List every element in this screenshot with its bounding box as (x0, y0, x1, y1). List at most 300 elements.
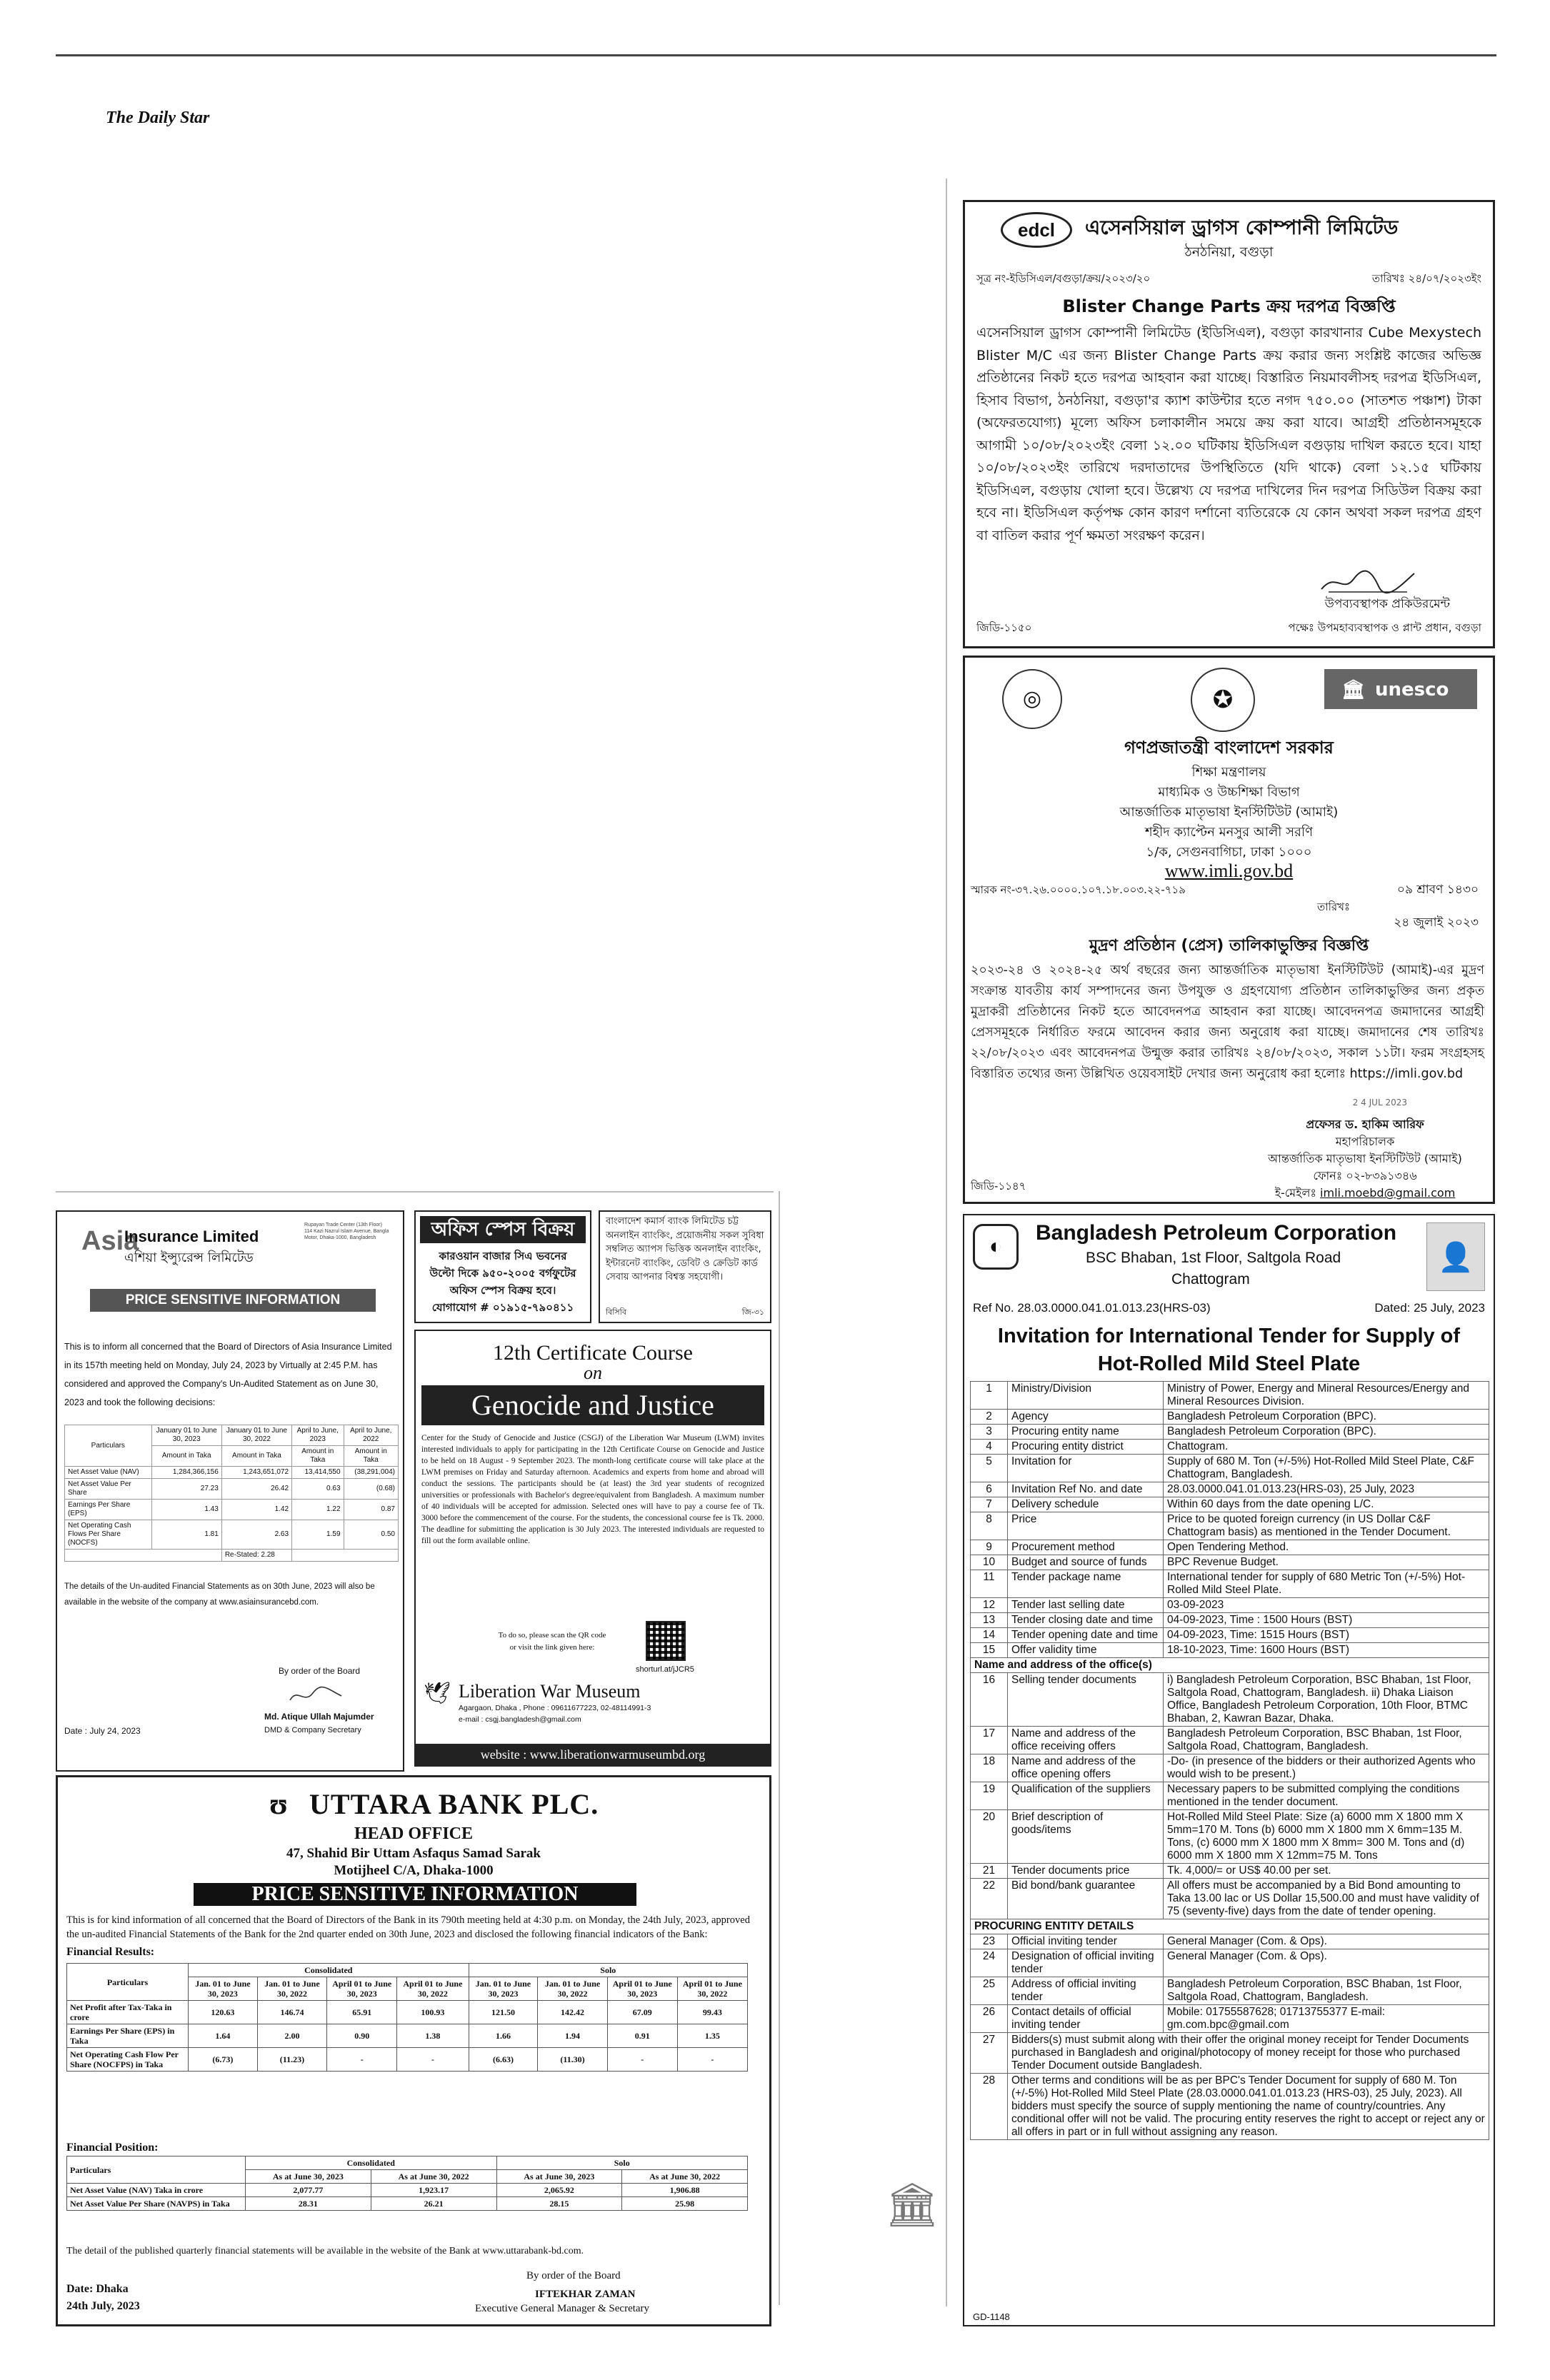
office-title: অফিস স্পেস বিক্রয় (420, 1216, 586, 1243)
column-divider (946, 179, 947, 2306)
bpc-row-key: Name and address of the office opening offers (1008, 1754, 1164, 1782)
imli-signature-block (1247, 1116, 1483, 1202)
bpc-row (971, 1864, 1489, 1879)
bpc-row-key: Invitation Ref No. and date (1008, 1482, 1164, 1497)
bpc-row (971, 1598, 1489, 1613)
bpc-row-number: 13 (971, 1613, 1008, 1628)
uttara-financial-position-label: Financial Position: (66, 2142, 159, 2154)
asia-value: 2.63 (221, 1520, 291, 1550)
bpc-row-key: Agency (1008, 1410, 1164, 1425)
bpc-row-value: Within 60 days from the date opening L/C. (1164, 1497, 1489, 1512)
asia-date: Date : July 24, 2023 (64, 1726, 141, 1736)
uttara-signer-title: Executive General Manager & Secretary (475, 2303, 650, 2314)
asia-value: 1.59 (292, 1520, 344, 1550)
bpc-row (971, 1810, 1489, 1864)
section-divider (56, 1191, 774, 1192)
lwm-qr-line-2: or visit the link given here: (509, 1643, 595, 1652)
lwm-qr-line-1: To do so, please scan the QR code (498, 1631, 606, 1640)
uttara-header-row (67, 1964, 748, 1977)
uttara-value: 142.42 (538, 2001, 607, 2024)
bpc-row (971, 1879, 1489, 1919)
bpc-row-number: 18 (971, 1754, 1008, 1782)
office-body (416, 1247, 590, 1316)
asia-row-label: Earnings Per Share (EPS) (65, 1500, 152, 1520)
bpc-row-value: All offers must be accompanied by a Bid Bond amounting to Taka 13.00 lac or US Dollar 15,500.00 and must have validity of 75 (seventy-five) days from the date of tender opening. (1164, 1879, 1489, 1919)
bpc-row-number: 12 (971, 1598, 1008, 1613)
uttara-value: 1.94 (538, 2024, 607, 2048)
bpc-row-value: Necessary papers to be submitted complying the conditions mentioned in the tender document. (1164, 1782, 1489, 1810)
edcl-ref: সূত্র নং-ইডিসিএল/বগুড়া/ক্রয়/২০২৩/২০ (976, 272, 1151, 285)
uttara-fp-consolidated: Consolidated (246, 2156, 497, 2170)
asia-signer-title: DMD & Company Secretary (264, 1726, 361, 1734)
bpc-row (971, 1643, 1489, 1658)
bpc-row-number: 21 (971, 1864, 1008, 1879)
uttara-fp-header-row (67, 2156, 748, 2170)
uttara-header-consolidated: Consolidated (189, 1964, 469, 1977)
uttara-fp-label: Net Asset Value Per Share (NAVPS) in Taka (67, 2197, 246, 2211)
bpc-row-value: International tender for supply of 680 Metric Ton (+/-5%) Hot-Rolled Mild Steel Plate. (1164, 1570, 1489, 1598)
bpc-row (971, 1949, 1489, 1977)
bpc-ref: Ref No. 28.03.0000.041.01.013.23(HRS-03) (973, 1301, 1211, 1315)
bpc-row-key: Delivery schedule (1008, 1497, 1164, 1512)
bpc-row-key: Name and address of the office receiving offers (1008, 1727, 1164, 1754)
edcl-title: Blister Change Parts ক্রয় দরপত্র বিজ্ঞপ্তি (1062, 296, 1396, 316)
asia-header-particulars: Particulars (65, 1425, 152, 1467)
asia-value: 13,414,550 (292, 1467, 344, 1479)
uttara-bank-ad (56, 1775, 771, 2326)
gov-seal-icon: ✪ (1191, 668, 1255, 732)
bpc-row (971, 1482, 1489, 1497)
imli-title: মুদ্রণ প্রতিষ্ঠান (প্রেস) তালিকাভুক্তির বিজ্ঞপ্তি (1089, 937, 1369, 955)
lwm-qr-text (491, 1630, 613, 1654)
bpc-row-number: 10 (971, 1555, 1008, 1570)
asia-value: 26.42 (221, 1479, 291, 1500)
lwm-contact (459, 1702, 651, 1725)
imli-date-bangla: ০৯ শ্রাবণ ১৪৩০ (1396, 883, 1479, 897)
uttara-header-period: April 01 to June 30, 2022 (677, 1977, 747, 2001)
bpc-row (971, 1382, 1489, 1410)
bpc-row-key: Official inviting tender (1008, 1934, 1164, 1949)
bpc-row (971, 1425, 1489, 1440)
imli-line-3: আন্তর্জাতিক মাতৃভাষা ইনস্টিটিউট (আমাই) (1119, 805, 1339, 820)
bpc-row-value: Tk. 4,000/= or US$ 40.00 per set. (1164, 1864, 1489, 1879)
bpc-row-value: 28.03.0000.041.01.013.23(HRS-03), 25 July, 2023 (1164, 1482, 1489, 1497)
imli-logo-icon: ◎ (1002, 669, 1062, 729)
office-line-1: কারওয়ান বাজার সিএ ভবনের (439, 1250, 567, 1262)
imli-body: ২০২৩-২৪ ও ২০২৪-২৫ অর্থ বছরের জন্য আন্তর্জাতিক মাতৃভাষা ইনস্টিটিউট (আমাই)-এর মুদ্রণ সংক্রান্ত যাবতীয় কার্য সম্পাদনের জন্য উপযুক্ত ও গ্রহণযোগ্য প্রতিষ্ঠান তালিকাভুক্তির জন্য প্রকৃত মুদ্রাকরী প্রতিষ্ঠানের নিকট হতে আবেদনপত্র আহবান করা যাচ্ছে। আবেদনপত্র জমাদানের আগ্রহী প্রেসসমূহকে নির্ধারিত ফরমে আবেদন করার জন্য অনুরোধ করা যাচ্ছে। জমাদানের শেষ তারিখঃ ২২/০৮/২০২৩ এবং আবেদনপত্র উন্মুক্ত করার তারিখঃ ২৪/০৮/২০২৩, সকাল ১১টা। ফরম সংগ্রহসহ বিস্তারিত তথ্যের জন্য উল্লিখিত ওয়েবসাইট দেখার জন্য অনুরোধ করা হলোঃ https://imli.gov.bd (971, 963, 1484, 1081)
uttara-value: - (397, 2048, 469, 2072)
lwm-course-title: 12th Certificate Course (493, 1341, 693, 1365)
bpc-row-key: Invitation for (1008, 1455, 1164, 1482)
edcl-signatory: উপব্যবস্থাপক প্রকিউরমেন্ট (1324, 597, 1450, 611)
asia-data-row (65, 1479, 399, 1500)
asia-signer: Md. Atique Ullah Majumder (264, 1712, 374, 1722)
asia-value: 0.87 (344, 1500, 398, 1520)
edcl-code: জিডি-১১৫০ (976, 621, 1032, 634)
bpc-section-row (971, 1658, 1489, 1673)
bpc-row-value: Price to be quoted foreign currency (in US Dollar C&F Chattogram basis) as mentioned in the Tender Document. (1164, 1512, 1489, 1540)
asia-unit: Amount in Taka (221, 1446, 291, 1467)
bpc-row-value: General Manager (Com. & Ops). (1164, 1949, 1489, 1977)
bpc-row (971, 1727, 1489, 1754)
asia-header-period: April to June, 2023 (292, 1425, 344, 1446)
bpc-row (971, 1540, 1489, 1555)
imli-email[interactable]: imli.moebd@gmail.com (1320, 1186, 1456, 1200)
bpc-section-title: PROCURING ENTITY DETAILS (971, 1919, 1489, 1934)
imli-line-4: শহীদ ক্যাপ্টেন মনসুর আলী সরণি (1145, 825, 1313, 840)
uttara-head-office: HEAD OFFICE (354, 1824, 473, 1843)
imli-gov: গণপ্রজাতন্ত্রী বাংলাদেশ সরকার (1124, 738, 1334, 758)
bpc-row (971, 1512, 1489, 1540)
bpc-row (971, 1455, 1489, 1482)
imli-signer-org: আন্তর্জাতিক মাতৃভাষা ইনস্টিটিউট (আমাই) (1268, 1152, 1462, 1165)
uttara-header-solo: Solo (469, 1964, 747, 1977)
bpc-row-value: Ministry of Power, Energy and Mineral Resources/Energy and Mineral Resources Division. (1164, 1382, 1489, 1410)
bpc-address-2: Chattogram (1171, 1271, 1250, 1287)
imli-memo-no: স্মারক নং-৩৭.২৬.০০০০.১০৭.১৮.০০৩.২২-৭১৯ (971, 883, 1186, 896)
asia-insurance-ad (56, 1210, 404, 1772)
uttara-fp-value: 26.21 (371, 2197, 496, 2211)
bpc-row-key: Brief description of goods/items (1008, 1810, 1164, 1864)
bpc-date: Dated: 25 July, 2023 (1374, 1301, 1485, 1315)
uttara-header-particulars: Particulars (67, 1964, 189, 2001)
bpc-row (971, 1782, 1489, 1810)
office-space-ad (414, 1210, 591, 1323)
asia-value: 1.22 (292, 1500, 344, 1520)
bcb-ad (599, 1210, 771, 1323)
edcl-tender-ad (963, 200, 1495, 648)
bpc-row (971, 1570, 1489, 1598)
edcl-behalf: পক্ষেঃ উপমহাব্যবস্থাপক ও প্লান্ট প্রধান, বগুড়া (1288, 621, 1481, 634)
bpc-row-value: Bangladesh Petroleum Corporation, BSC Bhaban, 1st Floor, Saltgola Road, Chattogram, Bangladesh. (1164, 1977, 1489, 2005)
lwm-website[interactable]: website : www.liberationwarmuseumbd.org (416, 1744, 770, 1765)
edcl-signature (1314, 565, 1421, 596)
bpc-row-key: Offer validity time (1008, 1643, 1164, 1658)
bpc-row-number: 25 (971, 1977, 1008, 2005)
asia-value: 1,284,366,156 (151, 1467, 221, 1479)
imli-code: জিডি-১১৪৭ (971, 1180, 1026, 1192)
building-emblem-icon: 🏛 (884, 2181, 940, 2229)
uttara-detail: The detail of the published quarterly financial statements will be available in the website of the Bank at www.uttarabank-bd.com. (66, 2246, 584, 2256)
asia-psi-banner: PRICE SENSITIVE INFORMATION (90, 1289, 376, 1312)
imli-stamp: 2 4 JUL 2023 (1352, 1098, 1407, 1108)
uttara-fp-value: 1,906.88 (622, 2184, 748, 2197)
bpc-row-value: Bangladesh Petroleum Corporation (BPC). (1164, 1425, 1489, 1440)
bpc-row-number: 26 (971, 2005, 1008, 2033)
lwm-short-link[interactable]: shorturl.at/jJCR5 (636, 1665, 694, 1674)
asia-header-row (65, 1425, 399, 1446)
uttara-date-place: Date: Dhaka (66, 2283, 129, 2295)
uttara-position-table (66, 2156, 748, 2211)
uttara-value: 121.50 (469, 2001, 538, 2024)
bpc-row (971, 1440, 1489, 1455)
bpc-row-number: 20 (971, 1810, 1008, 1864)
asia-data-row (65, 1500, 399, 1520)
bpc-row-number: 11 (971, 1570, 1008, 1598)
bpc-row-number: 24 (971, 1949, 1008, 1977)
uttara-value: 99.43 (677, 2001, 747, 2024)
bpc-row-key: Tender documents price (1008, 1864, 1164, 1879)
bpc-row (971, 1497, 1489, 1512)
portrait-icon: 👤 (1426, 1222, 1485, 1291)
asia-value: (38,291,004) (344, 1467, 398, 1479)
bpc-row-value: Open Tendering Method. (1164, 1540, 1489, 1555)
asia-data-row (65, 1520, 399, 1550)
imli-phone: ফোনঃ ০২-৮৩৯১৩৪৬ (1313, 1169, 1417, 1183)
bpc-row-value: Bidders(s) must submit along with their offer the original money receipt for Tender Documents purchased in Bangladesh and original/photocopy of money receipt for those who purchased Tender Document outside Bangladesh. (1008, 2033, 1489, 2074)
bpc-title-line-1: Invitation for International Tender for Supply of (997, 1325, 1461, 1347)
office-line-3: অফিস স্পেস বিক্রয় হবে। (449, 1284, 556, 1297)
office-line-2: উল্টো দিকে ৯৫০-২০০৫ বর্গফুটের (429, 1267, 576, 1280)
uttara-value: - (327, 2048, 397, 2072)
edcl-address: ঠনঠনিয়া, বগুড়া (1184, 244, 1274, 260)
asia-data-row (65, 1467, 399, 1479)
bpc-row (971, 2033, 1489, 2074)
bpc-logo-icon: ◐ (973, 1224, 1019, 1270)
asia-value: 0.50 (344, 1520, 398, 1550)
asia-value: 0.63 (292, 1479, 344, 1500)
bpc-row-key: Selling tender documents (1008, 1673, 1164, 1727)
asia-header-period: April to June, 2022 (344, 1425, 398, 1446)
bpc-row-number: 17 (971, 1727, 1008, 1754)
uttara-value: (6.63) (469, 2048, 538, 2072)
asia-name: Insurance Limited (124, 1227, 259, 1245)
bpc-row-number: 1 (971, 1382, 1008, 1410)
bpc-row-value: Bangladesh Petroleum Corporation (BPC). (1164, 1410, 1489, 1425)
office-contact: যোগাযোগ # ০১৯১৫-৭৯০৪১১ (431, 1301, 574, 1314)
bcb-brand: বিসিবি (606, 1307, 626, 1317)
bpc-section-row (971, 1919, 1489, 1934)
uttara-fp-label: Net Asset Value (NAV) Taka in crore (67, 2184, 246, 2197)
asia-name-bn: এশিয়া ইন্স্যুরেন্স লিমিটেড (124, 1250, 254, 1265)
edcl-body: এসেনসিয়াল ড্রাগস কোম্পানী লিমিটেড (ইডিসিএল), বগুড়া কারখানার Cube Mexystech Blister M/C এর জন্য Blister Change Parts ক্রয় করার জন্য সংশ্লিষ্ট কাজের অভিজ্ঞ প্রতিষ্ঠানের নিকট হতে দরপত্র আহবান করা যাচ্ছে। বিস্তারিত নিয়মাবলীসহ দরপত্র ইডিসিএল, হিসাব বিভাগ, ঠনঠনিয়া, বগুড়া'র ক্যাশ কাউন্টার হতে নগদ ৭৫০.০০ (সাতশত পঞ্চাশ) টাকা (অফেরতযোগ্য) মূল্যে অফিস চলাকালীন সময়ে ক্রয় করা যাবে। আগ্রহী প্রতিষ্ঠানসমূহকে আগামী ১০/০৮/২০২৩ইং বেলা ১২.০০ ঘটিকায় ইডিসিএল বগুড়ায় দাখিল করতে হবে। যাহা ১০/০৮/২০২৩ইং তারিখে দরদাতাদের উপস্থিতিতে (যদি থাকে) বেলা ১২.১৫ ঘটিকায় ইডিসিএল, বগুড়ায় খোলা হবে। উল্লেখ্য যে দরপত্র দাখিলের দিন দরপত্র সিডিউল বিক্রয় করা হবে না। ইডিসিএল কর্তৃপক্ষ কোন কারণ দর্শানো ব্যতিরেকে যে কোন অথবা সকল দরপত্র গ্রহণ বা বাতিল করার পূর্ণ ক্ষমতা সংরক্ষণ করেন। (976, 325, 1481, 543)
imli-date: ২৪ জুলাই ২০২৩ (1394, 915, 1479, 930)
uttara-value: (11.30) (538, 2048, 607, 2072)
asia-detail: The details of the Un-audited Financial Statements as on 30th June, 2023 will also be available in the website of the company at www.asiainsurancebd.com. (64, 1582, 375, 1607)
bpc-row-number: 9 (971, 1540, 1008, 1555)
bpc-row-value: 18-10-2023, Time: 1600 Hours (BST) (1164, 1643, 1489, 1658)
uttara-results-table (66, 1963, 748, 2072)
uttara-header-period: Jan. 01 to June 30, 2023 (189, 1977, 258, 2001)
bpc-code: GD-1148 (973, 2311, 1010, 2322)
bpc-row (971, 1555, 1489, 1570)
lwm-course-subject: Genocide and Justice (421, 1385, 764, 1425)
uttara-value: - (607, 2048, 677, 2072)
bcb-code: জি-৩১ (741, 1307, 764, 1317)
asia-note-row (65, 1550, 399, 1562)
uttara-header-period: Jan. 01 to June 30, 2022 (257, 1977, 326, 2001)
asia-value: 1,243,651,072 (221, 1467, 291, 1479)
bpc-row (971, 1628, 1489, 1643)
bpc-row-value: -Do- (in presence of the bidders or their authorized Agents who would wish to be present.) (1164, 1754, 1489, 1782)
uttara-value: 67.09 (607, 2001, 677, 2024)
edcl-date: তারিখঃ ২৪/০৭/২০২৩ইং (1371, 272, 1481, 285)
bpc-row-key: Designation of official inviting tender (1008, 1949, 1164, 1977)
uttara-header-period: Jan. 01 to June 30, 2022 (538, 1977, 607, 2001)
asia-signature (287, 1684, 344, 1706)
lwm-logo-icon: 🕊 (423, 1682, 451, 1705)
bpc-section-title: Name and address of the office(s) (971, 1658, 1489, 1673)
imli-line-2: মাধ্যমিক ও উচ্চশিক্ষা বিভাগ (1158, 785, 1300, 800)
uttara-by-order: By order of the Board (526, 2270, 621, 2281)
uttara-value: 0.90 (327, 2024, 397, 2048)
bpc-row-key: Qualification of the suppliers (1008, 1782, 1164, 1810)
bpc-row-number: 15 (971, 1643, 1008, 1658)
uttara-logo-icon: ʊ (269, 1788, 288, 1821)
uttara-header-period: April 01 to June 30, 2022 (397, 1977, 469, 2001)
bpc-row-key: Bid bond/bank guarantee (1008, 1879, 1164, 1919)
bpc-row-number: 16 (971, 1673, 1008, 1727)
bpc-row-value: Mobile: 01755587628; 01713755377 E-mail: gm.com.bpc@gmail.com (1164, 2005, 1489, 2033)
bpc-row-key: Budget and source of funds (1008, 1555, 1164, 1570)
uttara-fp-value: 1,923.17 (371, 2184, 496, 2197)
uttara-header-period: April 01 to June 30, 2023 (327, 1977, 397, 2001)
uttara-fp-period: As at June 30, 2023 (246, 2170, 371, 2184)
uttara-fp-data-row (67, 2197, 748, 2211)
bpc-row (971, 2005, 1489, 2033)
bpc-row-value: 04-09-2023, Time: 1515 Hours (BST) (1164, 1628, 1489, 1643)
bpc-name: Bangladesh Petroleum Corporation (1036, 1221, 1397, 1245)
bpc-row-number: 23 (971, 1934, 1008, 1949)
imli-line-5: ১/ক, সেগুনবাগিচা, ঢাকা ১০০০ (1146, 845, 1312, 860)
bpc-row-key: Tender last selling date (1008, 1598, 1164, 1613)
asia-value: 27.23 (151, 1479, 221, 1500)
bpc-row (971, 2074, 1489, 2140)
asia-table (64, 1425, 399, 1562)
uttara-date: 24th July, 2023 (66, 2300, 140, 2312)
bpc-row-number: 27 (971, 2033, 1008, 2074)
bpc-row-value: Chattogram. (1164, 1440, 1489, 1455)
uttara-data-row (67, 2048, 748, 2072)
lwm-name: Liberation War Museum (459, 1681, 641, 1702)
uttara-signer: IFTEKHAR ZAMAN (535, 2289, 636, 2300)
lwm-course-ad (414, 1330, 771, 1767)
uttara-fp-solo: Solo (496, 2156, 748, 2170)
lwm-course-on: on (584, 1362, 602, 1383)
uttara-value: 1.35 (677, 2024, 747, 2048)
imli-line-1: শিক্ষা মন্ত্রণালয় (1191, 765, 1266, 780)
uttara-value: (6.73) (189, 2048, 258, 2072)
bpc-row-value: Bangladesh Petroleum Corporation, BSC Bhaban, 1st Floor, Saltgola Road, Chattogram, Bangladesh. (1164, 1727, 1489, 1754)
bpc-row (971, 1673, 1489, 1727)
asia-unit: Amount in Taka (344, 1446, 398, 1467)
bpc-title (964, 1322, 1494, 1378)
uttara-fp-period: As at June 30, 2022 (622, 2170, 748, 2184)
bpc-row-key: Tender package name (1008, 1570, 1164, 1598)
uttara-value: 0.91 (607, 2024, 677, 2048)
uttara-financial-results-label: Financial Results: (66, 1946, 155, 1958)
asia-by-order: By order of the Board (279, 1666, 361, 1676)
bpc-row-value: i) Bangladesh Petroleum Corporation, BSC Bhaban, 1st Floor, Saltgola Road, Chattogram, Bangladesh. ii) Dhaka Liaison Office, Bangladesh Petroleum Corporation, 10th Floor, BTMC Bhaban, 2, Kawran Bazar, Dhaka. (1164, 1673, 1489, 1727)
asia-row-label: Net Asset Value Per Share (65, 1479, 152, 1500)
asia-value: 1.43 (151, 1500, 221, 1520)
bpc-title-line-2: Hot-Rolled Mild Steel Plate (1097, 1352, 1361, 1375)
bpc-row-number: 6 (971, 1482, 1008, 1497)
uttara-header-period: Jan. 01 to June 30, 2023 (469, 1977, 538, 2001)
bpc-row-number: 28 (971, 2074, 1008, 2140)
bpc-row-value: 04-09-2023, Time : 1500 Hours (BST) (1164, 1613, 1489, 1628)
bpc-row (971, 1754, 1489, 1782)
bpc-row-key: Price (1008, 1512, 1164, 1540)
uttara-row-label: Earnings Per Share (EPS) in Taka (67, 2024, 189, 2048)
unesco-temple-icon: 🏛 (1341, 679, 1366, 701)
lwm-email[interactable]: e-mail : csgj.bangladesh@gmail.com (459, 1715, 581, 1724)
bpc-row-key: Tender closing date and time (1008, 1613, 1164, 1628)
uttara-name: UTTARA BANK PLC. (309, 1788, 599, 1820)
bpc-row-key: Ministry/Division (1008, 1382, 1164, 1410)
uttara-data-row (67, 2001, 748, 2024)
uttara-address-1: 47, Shahid Bir Uttam Asfaqus Samad Sarak (286, 1846, 541, 1861)
bpc-row-number: 8 (971, 1512, 1008, 1540)
uttara-row-label: Net Profit after Tax-Taka in crore (67, 2001, 189, 2024)
edcl-logo: edcl (1001, 212, 1072, 248)
uttara-value: 1.38 (397, 2024, 469, 2048)
uttara-fp-value: 25.98 (622, 2197, 748, 2211)
bpc-row-value: Hot-Rolled Mild Steel Plate: Size (a) 6000 mm X 1800 mm X 5mm=170 M. Tons (b) 6000 mm X 1800 mm X 6mm=135 M. Tons, (c) 6000 mm X 1800 mm X 8mm= 300 M. Tons and (d) 6000 mm X 1800 mm X 12mm=75 M. Tons (1164, 1810, 1489, 1864)
imli-notice (963, 656, 1495, 1204)
bpc-row-value: Other terms and conditions will be as per BPC's Tender Document for supply of 680 M. Ton (+/-5%) Hot-Rolled Mild Steel Plate (28.03.0000.041.01.013.23 (HRS-03), 25 July, 2023). All bidders must specify the source of supply mentioning the name of country/countries. Any conditional offer will not be valid. The procuring entity reserves the right to accept or reject any or all offers in part or in full without assigning any reason. (1008, 2074, 1489, 2140)
bpc-row-number: 7 (971, 1497, 1008, 1512)
uttara-fp-particulars: Particulars (67, 2156, 246, 2184)
imli-signer: প্রফেসর ড. হাকিম আরিফ (1306, 1118, 1424, 1131)
bpc-row (971, 1613, 1489, 1628)
bpc-row-number: 3 (971, 1425, 1008, 1440)
asia-restated-note: Re-Stated: 2.28 (221, 1550, 291, 1562)
column-divider-right (779, 1191, 780, 2305)
qr-code-icon[interactable] (646, 1621, 686, 1661)
lwm-body: Center for the Study of Genocide and Justice (CSGJ) of the Liberation War Museum (LWM) invites interested individuals to apply for participating in the 12th Certificate Course on Genocide and Justice to be held on 18 August - 9 September 2023. The month-long certificate course will take place at the LWM premises on Friday and Saturday afternoon. Academics and experts from home and abroad will conduct the sessions. The participants should be (at least) the 3rd year students of recognized universities or professionals with Bachelor's degree/equivalent from Bangladesh. A maximum number of 40 individuals will be accepted for admission. Selected ones will have to pay a course fee of Tk. 3000 before the commencement of the course. For the students, the concessional course fee is Tk. 2000. The deadline for submitting the application is 30 July 2023. The interested individuals are requested to fill out the form available online. (421, 1434, 764, 1545)
asia-unit: Amount in Taka (151, 1446, 221, 1467)
bpc-row-key: Procuring entity district (1008, 1440, 1164, 1455)
imli-website[interactable]: www.imli.gov.bd (1164, 860, 1294, 881)
uttara-fp-period: As at June 30, 2022 (371, 2170, 496, 2184)
bpc-row (971, 1977, 1489, 2005)
bpc-row-key: Tender opening date and time (1008, 1628, 1164, 1643)
uttara-row-label: Net Operating Cash Flow Per Share (NOCFPS) in Taka (67, 2048, 189, 2072)
uttara-fp-data-row (67, 2184, 748, 2197)
asia-row-label: Net Operating Cash Flows Per Share (NOCFS) (65, 1520, 152, 1550)
asia-value: 1.42 (221, 1500, 291, 1520)
unesco-logo: 🏛 unesco (1324, 669, 1477, 709)
uttara-fp-value: 28.31 (246, 2197, 371, 2211)
uttara-psi-banner: PRICE SENSITIVE INFORMATION (194, 1883, 636, 1906)
uttara-value: 65.91 (327, 2001, 397, 2024)
uttara-value: 2.00 (257, 2024, 326, 2048)
asia-unit: Amount in Taka (292, 1446, 344, 1467)
uttara-value: 120.63 (189, 2001, 258, 2024)
bpc-row-number: 22 (971, 1879, 1008, 1919)
asia-logo: Asia (81, 1226, 139, 1256)
bpc-row-key: Procurement method (1008, 1540, 1164, 1555)
lwm-address: Agargaon, Dhaka , Phone : 09611677223, 02-48114991-3 (459, 1704, 651, 1712)
bpc-row-number: 5 (971, 1455, 1008, 1482)
bpc-row-number: 14 (971, 1628, 1008, 1643)
bcb-text: বাংলাদেশ কমার্স ব্যাংক লিমিটেড চট্ট অনলাইন ব্যাংকিং, প্রয়োজনীয় সকল সুবিধা সম্বলিত অ্যাপস ভিত্তিক অনলাইন ব্যাংকিং, ইন্টারনেট ব্যাংকিং, ডেবিট ও ক্রেডিট কার্ড সেবায় আপনার বিশ্বস্ত সহযোগী। (606, 1216, 764, 1282)
uttara-address-2: Motijheel C/A, Dhaka-1000 (334, 1863, 494, 1878)
masthead: The Daily Star (106, 109, 210, 127)
uttara-value: - (677, 2048, 747, 2072)
bpc-row (971, 1410, 1489, 1425)
uttara-value: 1.64 (189, 2024, 258, 2048)
asia-intro: This is to inform all concerned that the Board of Directors of Asia Insurance Limited in its 157th meeting held on Monday, July 24, 2023 by Virtually at 2:45 P.M. has considered and approved the Company's Un-Audited Statement as on June 30, 2023 and took the following decisions: (64, 1342, 392, 1407)
uttara-value: 1.66 (469, 2024, 538, 2048)
uttara-fp-value: 2,065.92 (496, 2184, 622, 2197)
bpc-tender-ad (963, 1214, 1495, 2326)
imli-email-line: ই-মেইলঃ imli.moebd@gmail.com (1274, 1186, 1456, 1200)
edcl-company-name: এসেনসিয়াল ড্রাগস কোম্পানী লিমিটেড (1085, 216, 1399, 239)
bpc-row-value: BPC Revenue Budget. (1164, 1555, 1489, 1570)
bpc-tender-table (970, 1381, 1489, 2140)
